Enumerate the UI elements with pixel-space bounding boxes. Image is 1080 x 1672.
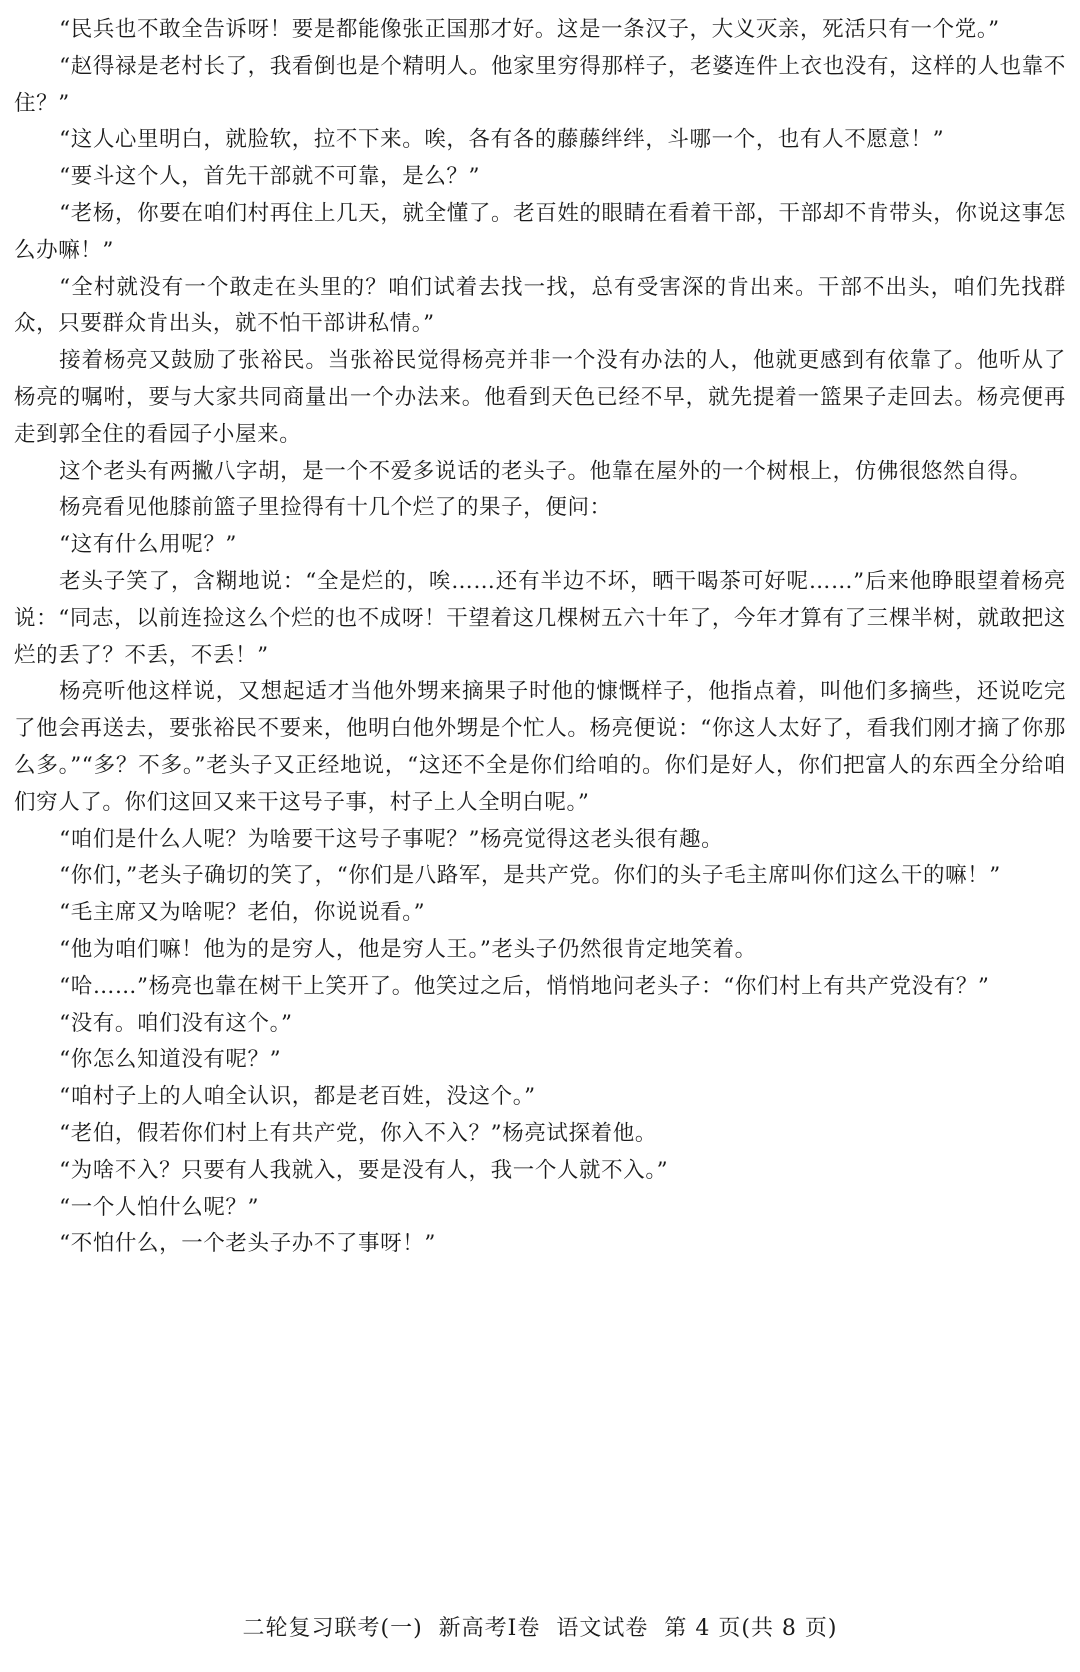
paragraph: “老伯，假若你们村上有共产党，你入不入？”杨亮试探着他。: [59, 1120, 657, 1146]
paragraph: “民兵也不敢全告诉呀！要是都能像张正国那才好。这是一条汉子，大义灭亲，死活只有一个党。”: [59, 17, 1000, 42]
passage-body: [14, 12, 1066, 1263]
paragraph: “咱村子上的人咱全认识，都是老百姓，没这个。”: [59, 1084, 536, 1110]
paragraph: “一个人怕什么呢？”: [59, 1194, 260, 1220]
paper-type: 新高考Ⅰ卷: [438, 1616, 541, 1641]
paragraph: “全村就没有一个敢走在头里的？咱们试着去找一找，总有受害深的肯出来。干部不出头，咱们先找群众，只要群众肯出头，就不怕干部讲私情。”: [14, 274, 1066, 337]
paragraph: “为啥不入？只要有人我就入，要是没有人，我一个人就不入。”: [59, 1157, 669, 1183]
paragraph: “你怎么知道没有呢？”: [59, 1047, 282, 1073]
paragraph: “不怕什么，一个老头子办不了事呀！”: [59, 1231, 436, 1257]
paragraph: “哈……”杨亮也靠在树干上笑开了。他笑过之后，悄悄地问老头子：“你们村上有共产党没有？”: [59, 973, 990, 999]
paragraph: “咱们是什么人呢？为啥要干这号子事呢？”杨亮觉得这老头很有趣。: [59, 826, 724, 852]
paragraph: “你们，”老头子确切的笑了，“你们是八路军，是共产党。你们的头子毛主席叫你们这么干的嘛！”: [59, 863, 1001, 889]
exam-name: 二轮复习联考(一): [242, 1616, 423, 1641]
paragraph: “没有。咱们没有这个。”: [59, 1010, 293, 1036]
paragraph: 接着杨亮又鼓励了张裕民。当张裕民觉得杨亮并非一个没有办法的人，他就更感到有依靠了。他听从了杨亮的嘱咐，要与大家共同商量出一个办法来。他看到天色已经不早，就先提着一篮果子走回去。杨亮便再走到郭全住的看园子小屋来。: [14, 348, 1066, 447]
paragraph: 老头子笑了，含糊地说：“全是烂的，唉……还有半边不坏，晒干喝茶可好呢……”后来他睁眼望着杨亮说：“同志，以前连捡这么个烂的也不成呀！干望着这几棵树五六十年了，今年才算有了三棵半树，就敢把这烂的丢了？不丢，不丢！”: [14, 568, 1066, 668]
paragraph: “赵得禄是老村长了，我看倒也是个精明人。他家里穷得那样子，老婆连件上衣也没有，这样的人也靠不住？”: [14, 53, 1066, 116]
paragraph: 这个老头有两撇八字胡，是一个不爱多说话的老头子。他靠在屋外的一个树根上，仿佛很悠然自得。: [59, 458, 1032, 484]
paragraph: “这有什么用呢？”: [59, 532, 238, 558]
paragraph: 杨亮听他这样说，又想起适才当他外甥来摘果子时他的慷慨样子，他指点着，叫他们多摘些，还说吃完了他会再送去，要张裕民不要来，他明白他外甥是个忙人。杨亮便说：“你这人太好了，看我们刚才摘了你那么多。”“多？不多。”老头子又正经地说，“这还不全是你们给咱的。你们是好人，你们把富人的东西全分给咱们穷人了。你们这回又来干这号子事，村子上人全明白呢。”: [14, 679, 1066, 815]
paragraph: “这人心里明白，就脸软，拉不下来。唉，各有各的藤藤绊绊，斗哪一个，也有人不愿意！”: [59, 127, 945, 153]
paragraph: “老杨，你要在咱们村再住上几天，就全懂了。老百姓的眼睛在看着干部，干部却不肯带头，你说这事怎么办嘛！”: [14, 200, 1066, 263]
subject-label: 语文试卷: [556, 1616, 649, 1641]
paragraph: “他为咱们嘛！他为的是穷人，他是穷人王。”老头子仍然很肯定地笑着。: [59, 936, 757, 962]
page-footer: [0, 1614, 1080, 1644]
paragraph: “毛主席又为啥呢？老伯，你说说看。”: [59, 900, 426, 926]
page-number: 第 4 页(共 8 页): [664, 1616, 838, 1641]
paragraph: 杨亮看见他膝前篮子里捡得有十几个烂了的果子，便问：: [59, 495, 612, 521]
paragraph: “要斗这个人，首先干部就不可靠，是么？”: [59, 164, 481, 190]
